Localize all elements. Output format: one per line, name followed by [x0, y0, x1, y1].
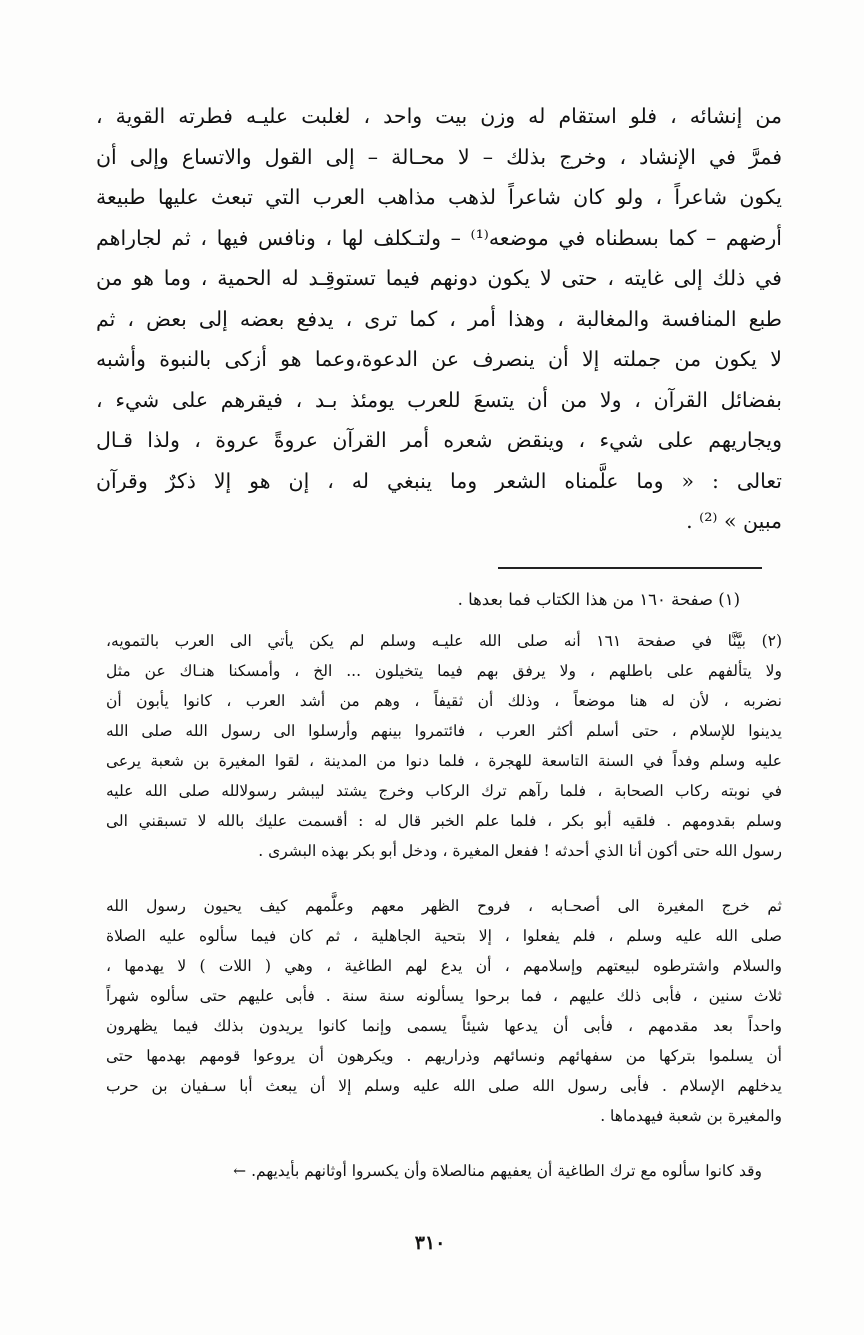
- footnote-line: يدخلهم الإسلام . فأبى رسول الله صلى الله عليه وسلم إلا أن يبعث أبا سـفيان بن حرب: [106, 1077, 782, 1095]
- text-line: ويجاريهم على شيء ، وينقض شعره أمر القرآن عروةً عروة ، ولذا قـال: [96, 428, 782, 452]
- footnote-1: (١) صفحة ١٦٠ من هذا الكتاب فما بعدها .: [457, 590, 740, 609]
- main-body-text: [96, 96, 782, 542]
- footnote-4: وقد كانوا سألوه مع ترك الطاغية أن يعفيهم منالصلاة وأن يكسروا أوثانهم بأيديهم. ←: [233, 1162, 762, 1180]
- text-line: مبين » ⁽²⁾ .: [686, 509, 782, 533]
- footnote-line: ولا يتألفهم على باطلهم ، ولا يرفق بهم فيما يتخيلون ... الخ ، وأمسكنا هنـاك عن مثل: [106, 662, 782, 680]
- footnote-line: ثلاث سنين ، فأبى ذلك عليهم ، فما برحوا يسألونه سنة سنة . فأبى عليهم حتى سألوه شهراً: [106, 987, 782, 1005]
- footnote-line: والمغيرة بن شعبة فيهدماها .: [600, 1107, 782, 1125]
- footnote-line: وسلم بقدومهم . فلقيه أبو بكر ، فلما علم الخبر قال له : أقسمت عليك بالله لا تسبقني الى: [106, 812, 782, 830]
- text-line: يكون شاعراً ، ولو كان شاعراً لذهب مذاهب العرب التي تبعث عليها طبيعة: [96, 185, 782, 209]
- footnote-line: واحداً بعد مقدمهم ، فأبى أن يدعها شيئاً يسمى وإنما كانوا يريدون بذلك فيما يظهرون: [106, 1017, 782, 1035]
- footnote-line: أن يسلموا بتركها من سفهائهم ونسائهم وذراريهم . ويكرهون أن يروعوا قومهم بهدمها حتى: [106, 1047, 782, 1065]
- text-line: لا يكون من جملته إلا أن ينصرف عن الدعوة،وعما هو أزكى بالنبوة وأشبه: [96, 347, 782, 371]
- text-line: فمرَّ في الإنشاد ، وخرج بذلك – لا محـالة – إلى القول والاتساع وإلى أن: [96, 144, 782, 169]
- page-number: ٣١٠: [414, 1232, 446, 1254]
- footnote-line: (٢) بيَّنَّا في صفحة ١٦١ أنه صلى الله عليـه وسلم لم يكن يأتي الى العرب بالتمويه،: [106, 632, 782, 650]
- text-line: في ذلك إلى غايته ، حتى لا يكون دونهم فيما تستوقِـد له الحمية ، وما هو من: [96, 266, 782, 290]
- text-line: من إنشائه ، فلو استقام له وزن بيت واحد ، لغلبت عليـه فطرته القوية ،: [96, 104, 782, 128]
- footnote-separator-rule: [498, 567, 762, 569]
- footnote-line: صلى الله عليه وسلم ، فلم يفعلوا ، إلا بتحية الجاهلية ، ثم كان فيما سألوه عليه الصلاة: [106, 927, 782, 945]
- text-line: أرضهم – كما بسطناه في موضعه⁽¹⁾ – ولتـكلف لها ، ونافس فيها ، ثم لجاراهم: [96, 225, 782, 250]
- footnote-2: [106, 626, 782, 866]
- footnote-line: والسلام واشترطوه لبيعتهم وإسلامهم ، أن يدع لهم الطاغية ، وهي ( اللات ) لا يهدمها ،: [106, 957, 782, 975]
- text-line: تعالى : « وما علَّمناه الشعر وما ينبغي له ، إن هو إلا ذكرٌ وقرآن: [96, 468, 782, 493]
- footnote-line: رسول الله حتى أكون أنا الذي أحدثه ! ففعل المغيرة ، ودخل أبو بكر بهذه البشرى .: [258, 842, 782, 860]
- footnote-line: ثم خرج المغيرة الى أصحـابه ، فروح الظهر معهم وعلَّمهم كيف يحيون رسول الله: [106, 897, 782, 915]
- footnote-line: في نوبته ركاب الصحابة ، فلما رآهم ترك الركاب وخرج يشتد ليبشر رسولالله صلى الله عليه: [106, 782, 782, 800]
- footnote-3: [106, 891, 782, 1131]
- footnote-line: نضربه ، لأن له هنا موضعاً ، وذلك أن ثقيفاً ، وهم من أشد العرب ، كانوا يأبون أن: [106, 692, 782, 710]
- text-line: بفضائل القرآن ، ولا من أن يتسعَ للعرب يومئذ بـد ، فيقرهم على شيء ،: [96, 387, 782, 412]
- text-line: طبع المنافسة والمغالبة ، وهذا أمر ، كما ترى ، يدفع بعضه إلى بعض ، ثم: [96, 306, 782, 331]
- footnote-line: عليه وسلم وفداً في السنة التاسعة للهجرة ، فلما دنوا من المدينة ، لقوا المغيرة بن شعبة يرعى: [106, 752, 782, 770]
- footnote-line: يدينوا للإسلام ، حتى أسلم أكثر العرب ، فائتمروا بينهم وأرسلوا الى رسول الله صلى الله: [106, 722, 782, 740]
